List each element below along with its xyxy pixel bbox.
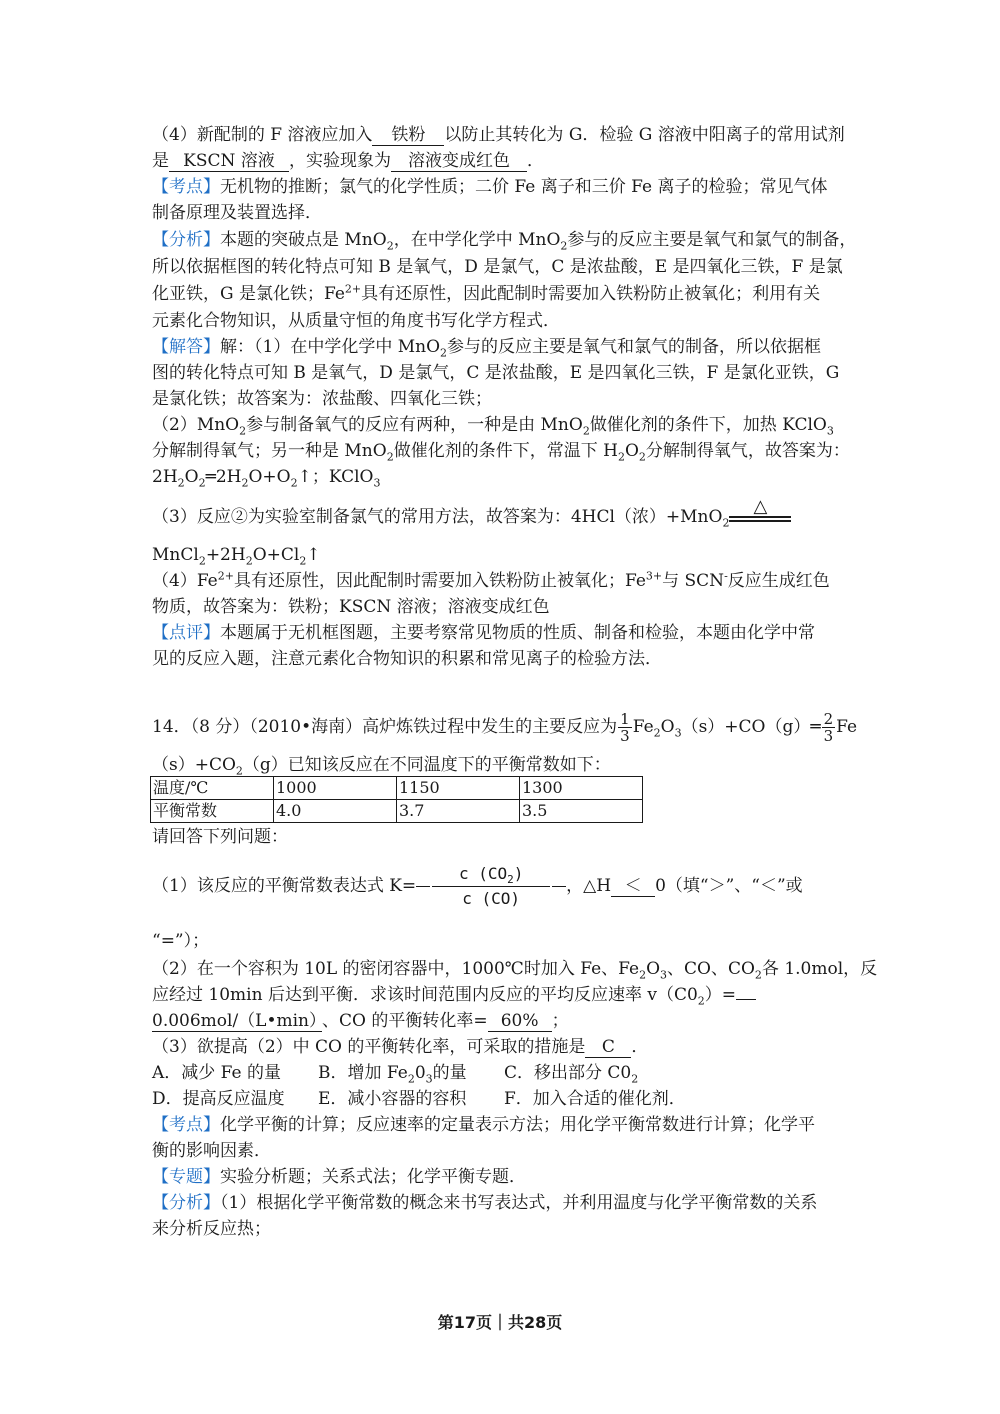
text: ）= xyxy=(704,985,737,1005)
fenxi-14-line1 xyxy=(152,1190,817,1216)
text: （1）该反应的平衡常数表达式 K= xyxy=(152,876,417,896)
option-d: D．提高反应温度 xyxy=(152,1089,285,1109)
table-row xyxy=(151,777,643,800)
dianping-tag: 【点评】 xyxy=(152,623,220,643)
q14-part2-line1: （2）在一个容积为 10L 的密闭容器中，1000℃时加入 Fe、$Fe_2O_3$、CO、$CO_2$各 1.0mol，反 xyxy=(152,959,878,982)
text: 本题属于无机框图题，主要考察常见物质的性质、制备和检验，本题由化学中常 xyxy=(220,623,815,643)
table-cell: 3.7 xyxy=(397,800,520,823)
table-cell: 平衡常数 xyxy=(151,800,274,823)
q14-line2: $(s)+CO_2(g)$已知该反应在不同温度下的平衡常数如下： xyxy=(152,755,611,778)
text: 、CO、CO xyxy=(667,959,755,979)
q13-part4-line2 xyxy=(152,148,544,174)
fenxi-tag: 【分析】 xyxy=(152,230,220,250)
text: 分解制得氧气；另一种是 MnO xyxy=(152,441,387,461)
answer-blank-measure: C xyxy=(585,1037,631,1058)
text: ； xyxy=(551,1011,569,1031)
table-cell: 温度/℃ xyxy=(151,777,274,800)
text: 无机物的推断；氯气的化学性质；二价 Fe 离子和三价 Fe 离子的检验；常见气体 xyxy=(220,177,828,197)
q14-part1-line2 xyxy=(152,928,209,954)
jieda-13-p3-line2: $MnCl_2+2H_2O+Cl_2↑$ xyxy=(152,545,321,568)
option-e: E．减小容器的容积 xyxy=(318,1089,467,1109)
q14-part3 xyxy=(152,1034,648,1060)
q14-prompt xyxy=(152,824,288,850)
answer-blank-conversion: 60% xyxy=(488,1011,552,1032)
text: 应经过 10min 后达到平衡．求该时间范围内反应的平均反应速率 v（C0 xyxy=(152,985,698,1005)
text: ，在中学化学中 MnO xyxy=(393,230,561,250)
option-c: C．移出部分 $C0_2$ xyxy=(504,1063,639,1086)
equilibrium-constant-table xyxy=(150,776,643,823)
q14-line1: 14．（8 分）（2010•海南）高炉炼铁过程中发生的主要反应为 $\frac{1}{3}$ $Fe_2O_3(s)+CO(g)═$ $\frac{2}{3}$ Fe xyxy=(152,710,858,745)
text: 0（填“＞”、“＜”或 xyxy=(655,876,803,896)
kaodian-14-line1 xyxy=(152,1112,815,1138)
text: （s）+CO xyxy=(152,755,236,775)
fenxi-14-line2 xyxy=(152,1216,271,1242)
jieda-13-p4-line2 xyxy=(152,594,550,620)
text: ． xyxy=(631,1037,649,1057)
kaodian-13-line1 xyxy=(152,174,827,200)
jieda-13-p3-line1: （3）反应②为实验室制备氯气的常用方法，故答案为：4HCl（浓）+MnO$_2$ △ xyxy=(152,504,791,530)
table-cell: 1300 xyxy=(520,777,643,800)
option-a: A．减少 Fe 的量 xyxy=(152,1063,282,1083)
text: ↑ xyxy=(306,545,321,565)
fenxi-13-line2 xyxy=(152,254,843,280)
text: 分解制得氧气，故答案为： xyxy=(645,441,850,461)
text: 元素化合物知识，从质量守恒的角度书写化学方程式． xyxy=(152,311,560,331)
page-footer: 第17页｜共28页 xyxy=(437,1313,563,1332)
text: 与 SCN xyxy=(662,571,725,591)
text: +2H xyxy=(205,545,246,565)
dianping-13-line1 xyxy=(152,620,815,646)
zhuanti-14 xyxy=(152,1164,526,1190)
text: 是 xyxy=(152,151,169,171)
text: 来分析反应热； xyxy=(152,1219,271,1239)
text: ． xyxy=(527,151,544,171)
option-f: F．加入合适的催化剂． xyxy=(504,1089,686,1109)
jieda-13-p4-line1 xyxy=(152,568,830,594)
fenxi-tag: 【分析】 xyxy=(152,1193,220,1213)
text: （s）+CO（g）═ xyxy=(681,717,821,737)
text: O xyxy=(646,959,661,979)
q13-part4-line1 xyxy=(152,122,845,148)
table-cell: 1000 xyxy=(274,777,397,800)
text: 做催化剂的条件下，常温下 H xyxy=(393,441,618,461)
text: 解：（1）在中学化学中 MnO xyxy=(220,337,441,357)
text: 所以依据框图的转化特点可知 B 是氧气，D 是氯气，C 是浓盐酸，E 是四氧化三铁，F 是氯 xyxy=(152,257,843,277)
text: 是氯化铁；故答案为：浓盐酸、四氧化三铁； xyxy=(152,389,492,409)
text: O xyxy=(184,467,199,487)
kaodian-tag: 【考点】 xyxy=(152,1115,220,1135)
superscript: 2+ xyxy=(344,282,362,296)
dianping-13-line2 xyxy=(152,646,662,672)
fenxi-13-line4 xyxy=(152,308,560,334)
text: （3）反应②为实验室制备氯气的常用方法，故答案为：4HCl（浓）+MnO xyxy=(152,507,723,527)
text: 参与的反应主要是氧气和氯气的制备， xyxy=(567,230,857,250)
q14-options-row2 xyxy=(152,1086,686,1112)
text: O+O xyxy=(248,467,291,487)
text: 各 1.0mol，反 xyxy=(761,959,878,979)
text: ，实验现象为 xyxy=(289,151,391,171)
text: 见的反应入题，注意元素化合物知识的积累和常见离子的检验方法． xyxy=(152,649,662,669)
text: Fe xyxy=(632,717,654,737)
text: 参与的反应主要是氧气和氯气的制备，所以依据框 xyxy=(447,337,822,357)
text: 化学平衡的计算；反应速率的定量表示方法；用化学平衡常数进行计算；化学平 xyxy=(220,1115,815,1135)
zhuanti-tag: 【专题】 xyxy=(152,1167,220,1187)
text: （3）欲提高（2）中 CO 的平衡转化率，可采取的措施是 xyxy=(152,1037,586,1057)
text: 请回答下列问题： xyxy=(152,827,288,847)
text: 具有还原性，因此配制时需要加入铁粉防止被氧化；Fe xyxy=(233,571,646,591)
text: “=”）； xyxy=(152,931,210,951)
q14-part1-line1 xyxy=(152,862,803,911)
text: MnCl xyxy=(152,545,199,565)
answer-blank-red: 溶液变成红色 xyxy=(391,151,527,172)
jieda-13-p2-line3: $2H_2O_2═2H_2O+O_2↑$；KClO$_3$ xyxy=(152,467,381,490)
text: ，△H xyxy=(566,876,612,896)
answer-blank-dh: ＜ xyxy=(611,876,655,897)
table-cell: 4.0 xyxy=(274,800,397,823)
text: （2）MnO xyxy=(152,415,240,435)
text: O xyxy=(660,717,675,737)
superscript: 2+ xyxy=(217,569,234,583)
jieda-tag: 【解答】 xyxy=(152,337,220,357)
answer-blank-rate: 0.006mol/（L•min） xyxy=(152,1011,327,1031)
text: Fe xyxy=(836,717,858,737)
text: 实验分析题；关系式法；化学平衡专题． xyxy=(220,1167,526,1187)
text: ═2H xyxy=(205,467,242,487)
text: 反应生成红色 xyxy=(727,571,830,591)
fraction-one-third: $\frac{1}{3}$ xyxy=(620,710,630,745)
text: （2）在一个容积为 10L 的密闭容器中，1000℃时加入 Fe、Fe xyxy=(152,959,640,979)
jieda-13-line3 xyxy=(152,386,492,412)
text: 参与制备氧气的反应有两种，一种是由 MnO xyxy=(246,415,583,435)
text: 制备原理及装置选择． xyxy=(152,203,322,223)
text: 化亚铁，G 是氯化铁；Fe xyxy=(152,284,345,304)
equilibrium-expression: $\frac{c (CO_2)}{c (CO)}$ xyxy=(432,862,550,911)
text: （g）已知该反应在不同温度下的平衡常数如下： xyxy=(242,755,611,775)
text: 、CO 的平衡转化率= xyxy=(322,1011,488,1031)
text: ↑；KClO xyxy=(297,467,374,487)
text: 图的转化特点可知 B 是氧气，D 是氯气，C 是浓盐酸，E 是四氧化三铁，F 是氯化亚铁，G xyxy=(152,363,840,383)
text: 物质，故答案为：铁粉；KSCN 溶液；溶液变成红色 xyxy=(152,597,550,617)
text: 衡的影响因素． xyxy=(152,1141,271,1161)
q14-options-row1 xyxy=(152,1060,638,1086)
text: 具有还原性，因此配制时需要加入铁粉防止被氧化；利用有关 xyxy=(361,284,821,304)
text: O xyxy=(624,441,639,461)
table-cell: 3.5 xyxy=(520,800,643,823)
triangle-heat-icon: △ xyxy=(753,495,768,517)
fenxi-13-line1: 【分析】本题的突破点是 MnO$_2$，在中学化学中 MnO$_2$参与的反应主要是氧气和氯气的制备， xyxy=(152,230,857,253)
kaodian-tag: 【考点】 xyxy=(152,177,220,197)
jieda-13-p2-line2: 分解制得氧气；另一种是 MnO$_2$做催化剂的条件下，常温下 $H_2O_2$分解制得氧气，故答案为： xyxy=(152,441,850,464)
answer-blank-iron: 铁粉 xyxy=(372,125,444,146)
text: O+Cl xyxy=(252,545,300,565)
q14-part2-line3 xyxy=(152,1008,569,1034)
fenxi-13-line3 xyxy=(152,281,820,307)
answer-blank-kscn: KSCN 溶液 xyxy=(169,151,289,172)
jieda-13-line2 xyxy=(152,360,839,386)
superscript: - xyxy=(724,569,728,583)
option-b: B．增加 $Fe_20_3$的量 xyxy=(318,1063,467,1086)
text: 本题的突破点是 MnO xyxy=(220,230,387,250)
jieda-13-p2-line1: （2）MnO$_2$参与制备氧气的反应有两种，一种是由 MnO$_2$做催化剂的条件下，加热 KClO$_3$ xyxy=(152,415,834,438)
kaodian-14-line2 xyxy=(152,1138,271,1164)
superscript: 3+ xyxy=(645,569,663,583)
text: （1）根据化学平衡常数的概念来书写表达式，并利用温度与化学平衡常数的关系 xyxy=(220,1193,818,1213)
kaodian-13-line2 xyxy=(152,200,322,226)
table-row xyxy=(151,800,643,823)
text: （4）Fe xyxy=(152,571,218,591)
fraction-two-thirds: $\frac{2}{3}$ xyxy=(823,710,834,745)
text: 2H xyxy=(152,467,178,487)
table-cell: 1150 xyxy=(397,777,520,800)
text: （4）新配制的 F 溶液应加入 xyxy=(152,125,373,145)
heating-equals-sign xyxy=(729,495,791,528)
text: 14．（8 分）（2010•海南）高炉炼铁过程中发生的主要反应为 xyxy=(152,717,618,737)
jieda-13-line1: 【解答】解：（1）在中学化学中 MnO$_2$参与的反应主要是氧气和氯气的制备，所以依据框 xyxy=(152,337,822,360)
text: 以防止其转化为 G．检验 G 溶液中阳离子的常用试剂 xyxy=(444,125,845,145)
q14-part2-line2: 应经过 10min 后达到平衡．求该时间范围内反应的平均反应速率 $v(C0_2)=$ xyxy=(152,982,756,1008)
text: 做催化剂的条件下，加热 KClO xyxy=(589,415,827,435)
